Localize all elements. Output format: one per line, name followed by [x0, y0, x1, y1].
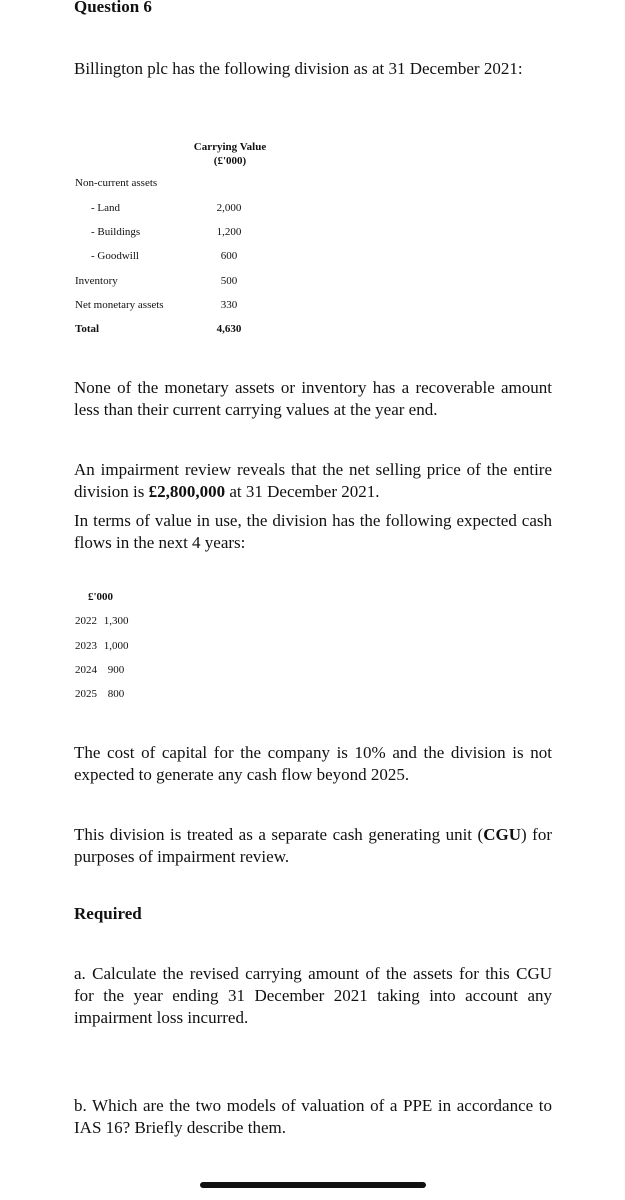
row-value-net-monetary-assets: 330 [220, 299, 238, 311]
cash-flow-row [75, 688, 124, 700]
part-a-question: a. Calculate the revised carrying amount of the assets for this CGU for the year ending 31 December 2021 taking into account any impairment loss incurred. [74, 964, 552, 1027]
row-label-goodwill: - Goodwill [91, 250, 139, 262]
carrying-value-header-line2: (£'000) [213, 155, 247, 167]
cash-flow-amount: 1,300 [103, 615, 129, 627]
row-label-inventory: Inventory [75, 275, 118, 287]
cash-flow-year: 2023 [75, 640, 97, 652]
cash-flow-row [75, 664, 124, 676]
row-label-net-monetary-assets: Net monetary assets [75, 299, 164, 311]
row-label-total: Total [75, 323, 100, 335]
row-value-land: 2,000 [216, 202, 242, 214]
cash-flow-row [75, 640, 129, 652]
cash-flow-amount: 1,000 [103, 640, 129, 652]
carrying-value-header-line1: Carrying Value [193, 141, 267, 153]
impairment-text-end: at 31 December 2021. [225, 482, 380, 501]
cost-of-capital-paragraph: The cost of capital for the company is 10% and the division is not expected to generate any cash flow beyond 2025. [74, 743, 552, 784]
non-current-assets-label: Non-current assets [75, 177, 158, 189]
cash-flow-amount: 900 [107, 664, 125, 676]
row-value-total: 4,630 [216, 323, 242, 335]
row-label-buildings: - Buildings [91, 226, 141, 238]
cgu-text-end: ) for purposes of impairment review. [74, 825, 553, 866]
monetary-assets-paragraph: None of the monetary assets or inventory has a recoverable amount less than their current carrying values at the year end. [74, 378, 552, 419]
intro-paragraph: Billington plc has the following division as at 31 December 2021: [74, 59, 523, 78]
net-selling-price: £2,800,000 [148, 482, 226, 501]
impairment-text-start: An impairment review reveals that the net selling price of the entire division is [74, 460, 552, 501]
home-indicator-bar[interactable] [200, 1182, 426, 1188]
cash-flow-year: 2024 [75, 664, 97, 676]
cash-flow-amount: 800 [107, 688, 125, 700]
impairment-review-paragraph [74, 459, 552, 503]
value-in-use-paragraph: In terms of value in use, the division has the following expected cash flows in the next 4 years: [74, 511, 552, 552]
carrying-value-header [180, 140, 280, 168]
part-b-question: b. Which are the two models of valuation of a PPE in accordance to IAS 16? Briefly describe them. [74, 1096, 552, 1137]
cash-flow-header: £'000 [88, 591, 114, 603]
row-value-buildings: 1,200 [216, 226, 242, 238]
cash-flow-row [75, 615, 129, 627]
cgu-text-start: This division is treated as a separate cash generating unit ( [74, 825, 484, 844]
row-value-goodwill: 600 [220, 250, 238, 262]
question-title: Question 6 [74, 0, 152, 16]
row-value-inventory: 500 [220, 275, 238, 287]
row-label-land: - Land [91, 202, 121, 214]
cash-flow-year: 2022 [75, 615, 97, 627]
cash-flow-year: 2025 [75, 688, 97, 700]
cgu-paragraph [74, 824, 552, 868]
cgu-abbreviation: CGU [483, 825, 521, 844]
required-heading: Required [74, 904, 142, 923]
